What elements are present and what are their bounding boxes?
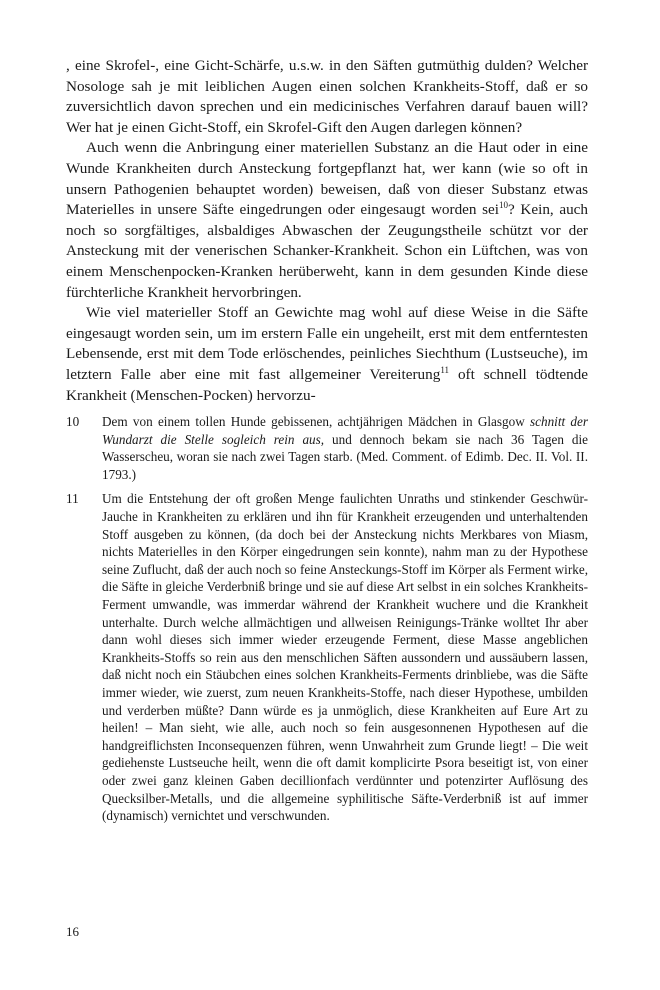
footnote-10-italic: schnitt der Wundarzt die Stelle sogleich rein aus,	[102, 414, 588, 447]
footnote-10	[66, 413, 588, 483]
footnote-number: 10	[66, 414, 80, 430]
paragraph-1: , eine Skrofel-, eine Gicht-Schärfe, u.s.w. in den Säften gutmüthig dulden? Welcher Nosologe sah je mit leiblichen Augen einen solchen Krankheits-Stoff, daß er so zuversichtlich davon sprechen und ein medicinisches Verfahren darauf bauen will? Wer hat je einen Gicht-Stoff, ein Skrofel-Gift den Augen darlegen können?	[66, 57, 588, 136]
paragraph-2-text-a: Auch wenn die Anbringung einer materiellen Substanz an die Haut oder in eine Wunde Krankheiten durch Ansteckung fortgepflanzt hat, wer kann (wie so oft in unsern Pathogenien behauptet worden) beweisen, daß von dieser Substanz etwas Materielles in unsere Säfte eingedrungen oder eingesaugt worden sei	[66, 139, 588, 219]
footnote-number: 11	[66, 491, 79, 507]
paragraph-3	[66, 303, 588, 406]
paragraph-2	[66, 138, 588, 303]
footnote-text: Um die Entstehung der oft großen Menge faulichten Unraths und stinkender Geschwür-Jauche in Krankheiten zu erklären und ihn für Krankheit erzeugenden und unterhaltenden Stoff ausgeben zu können, (da doch bei der Ansteckung nichts Merkbares von Miasm, nichts Materielles in den Körper eingedrungen sein konnte), nahm man zu der Hypothese seine Zuflucht, daß der auch noch so feine Ansteckungs-Stoff im Körper als Ferment wirke, die Säfte in gleiche Verderbniß bringe und sie auf diese Art selbst in ein solches Krankheits-Ferment umwandle, was immerdar während der Krankheit wuchere und die Krankheit unterhalte. Durch welche allmächtigen und allweisen Reinigungs-Tränke wolltet Ihr aber dann wohl dieses sich immer wieder erzeugende Ferment, diese Masse angeblichen Krankheits-Stoffs so rein aus den menschlichen Säften aussondern und aussäubern lassen, daß nicht noch ein Stäubchen eines solchen Krankheits-Ferments drinbliebe, was die Säfte immer wieder, wie zuerst, zum neuen Krankheits-Stoffe, nach dieser Hypothese, umbilden und verderben müßte? Dann würde es ja unmöglich, diese Krankheiten auf Eure Art zu heilen! – Man sieht, wie alle, auch noch so fein ausgesonnenen Hypothesen auf die handgreiflichsten Inconsequenzen führen, wenn Unwahrheit zum Grunde liegt! – Die weit gediehenste Lustseuche heilt, wenn die oft damit komplicirte Psora beseitigt ist, von einer oder zwei ganz kleinen Gaben decillionfach verdünnter und potenzirter Auflösung des Quecksilber-Metalls, und die allgemeine syphilitische Säfte-Verderbniß ist auf immer (dynamisch) vernichtet und verschwunden.	[102, 491, 588, 824]
footnote-ref-11[interactable]: 11	[440, 364, 449, 375]
paragraph-3-text-a: Wie viel materieller Stoff an Gewichte mag wohl auf diese Weise in die Säfte eingesaugt worden sein, um im erstern Falle ein ungeheilt, erst mit dem entferntesten Lebensende, erst mit dem Tode erlöschendes, peinliches Siechthum (Lustseuche), im letztern Falle aber eine mit fast allgemeiner Vereiterung	[66, 304, 588, 383]
main-text	[66, 56, 588, 406]
paragraph-2-text-b: ? Kein, auch noch so sorgfältiges, alsbaldiges Abwaschen der Zeugungstheile schützt vor der Ansteckung mit der venerischen Schanker-Krankheit. Schon ein Lüftchen, was von einem Menschenpocken-Kranken herüberweht, kann in dem gesunden Kinde diese fürchterliche Krankheit hervorbringen.	[66, 201, 589, 301]
page-number: 16	[66, 924, 79, 939]
footnote-text	[102, 413, 588, 483]
page	[66, 56, 588, 825]
footnote-10-text-a: Dem von einem tollen Hunde gebissenen, achtjährigen Mädchen in Glasgow	[102, 414, 530, 430]
footnote-11	[66, 490, 588, 824]
footnote-ref-10[interactable]: 10	[499, 200, 509, 211]
footnote-10-text-b: und dennoch bekam sie nach 36 Tagen die Wasserscheu, woran sie nach zwei Tagen starb. (Med. Comment. of Edimb. Dec. II. Vol. II. 1793.)	[102, 431, 588, 482]
paragraph-3-text-b: oft schnell tödtende Krankheit (Menschen-Pocken) hervorzu-	[66, 365, 588, 404]
footnotes	[66, 413, 588, 825]
